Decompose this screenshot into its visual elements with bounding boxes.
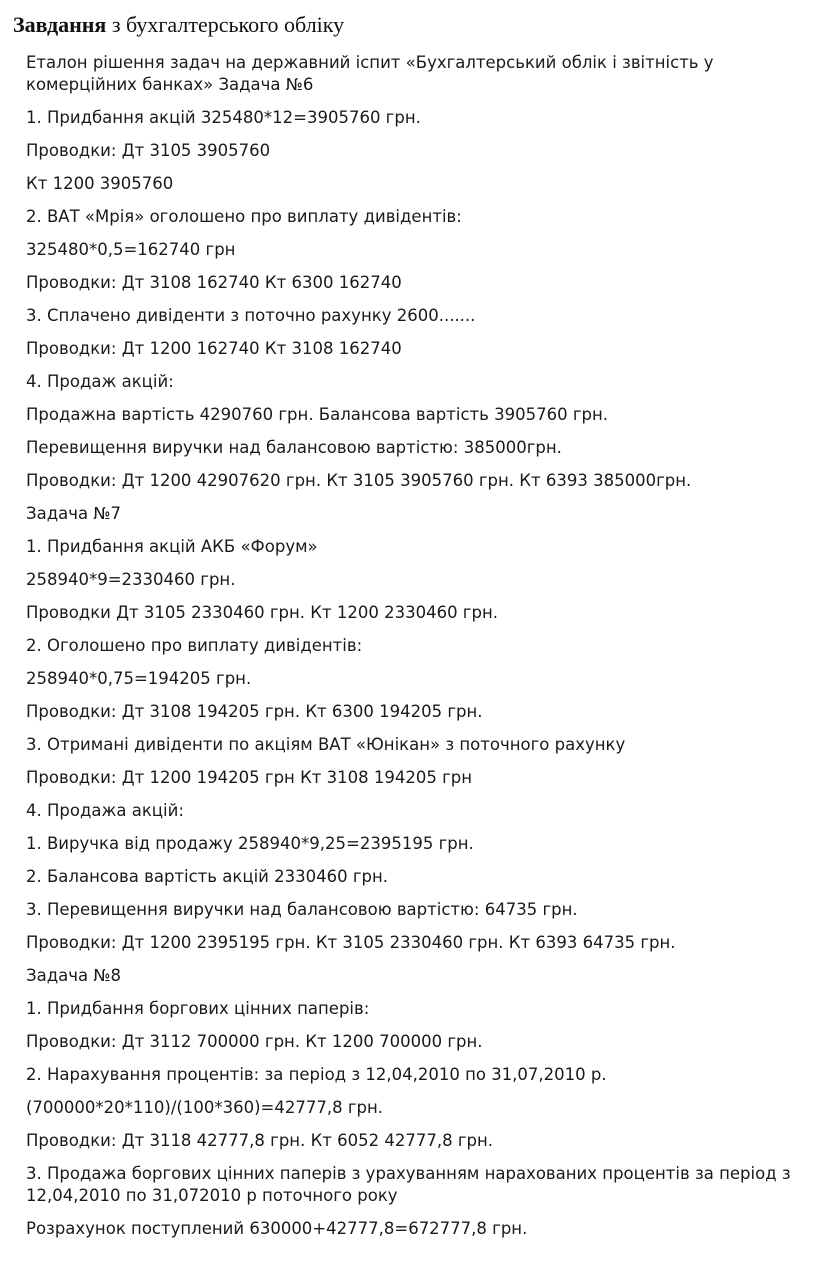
text-line: Проводки: Дт 3118 42777,8 грн. Кт 6052 42777,8 грн. (26, 1131, 494, 1150)
page-heading (13, 10, 344, 40)
text-line: 1. Придбання акцій АКБ «Форум» (26, 537, 318, 556)
text-line: (700000*20*110)/(100*360)=42777,8 грн. (26, 1098, 383, 1117)
task-heading: Задача №8 (26, 966, 121, 985)
text-line: 2. Оголошено про виплату дивідентів: (26, 636, 363, 655)
text-line: 3. Сплачено дивіденти з поточно рахунку 2600....... (26, 306, 476, 325)
text-line: Проводки: Дт 1200 2395195 грн. Кт 3105 2330460 грн. Кт 6393 64735 грн. (26, 933, 676, 952)
text-line: 1. Придбання акцій 325480*12=3905760 грн. (26, 108, 421, 127)
text-line: Проводки: Дт 1200 194205 грн Кт 3108 194205 грн (26, 768, 473, 787)
intro-paragraph: Еталон рішення задач на державний іспит «Бухгалтерський облік і звітність у комерційних банках» Задача №6 (26, 53, 714, 94)
document-body (26, 52, 796, 1251)
text-line: 1. Виручка від продажу 258940*9,25=2395195 грн. (26, 834, 474, 853)
text-line: Проводки: Дт 3105 3905760 (26, 141, 271, 160)
text-line: Проводки: Дт 3108 162740 Кт 6300 162740 (26, 273, 402, 292)
text-line: Проводки Дт 3105 2330460 грн. Кт 1200 2330460 грн. (26, 603, 498, 622)
text-line: 258940*9=2330460 грн. (26, 570, 236, 589)
text-line: 3. Перевищення виручки над балансовою вартістю: 64735 грн. (26, 900, 578, 919)
text-line: Проводки: Дт 1200 42907620 грн. Кт 3105 3905760 грн. Кт 6393 385000грн. (26, 471, 692, 490)
text-paragraph: 3. Продажа боргових цінних паперів з урахуванням нарахованих процентів за період з 12,04,2010 по 31,072010 р поточного року (26, 1164, 791, 1205)
text-line: 325480*0,5=162740 грн (26, 240, 236, 259)
task-heading: Задача №7 (26, 504, 121, 523)
text-line: Проводки: Дт 3112 700000 грн. Кт 1200 700000 грн. (26, 1032, 483, 1051)
text-line: 4. Продаж акцій: (26, 372, 174, 391)
text-line: 2. Нарахування процентів: за період з 12,04,2010 по 31,07,2010 р. (26, 1065, 607, 1084)
text-line: 258940*0,75=194205 грн. (26, 669, 252, 688)
text-line: Перевищення виручки над балансовою вартістю: 385000грн. (26, 438, 562, 457)
text-line: Розрахунок поступлений 630000+42777,8=672777,8 грн. (26, 1219, 528, 1238)
heading-rest-part: з бухгалтерського обліку (106, 12, 345, 37)
text-line: Проводки: Дт 3108 194205 грн. Кт 6300 194205 грн. (26, 702, 483, 721)
text-line: Кт 1200 3905760 (26, 174, 174, 193)
heading-bold-part: Завдання (13, 12, 107, 37)
text-line: Продажна вартість 4290760 грн. Балансова вартість 3905760 грн. (26, 405, 608, 424)
text-line: 1. Придбання боргових цінних паперів: (26, 999, 370, 1018)
text-line: Проводки: Дт 1200 162740 Кт 3108 162740 (26, 339, 402, 358)
text-line: 2. ВАТ «Мрія» оголошено про виплату дивідентів: (26, 207, 462, 226)
text-line: 3. Отримані дивіденти по акціям ВАТ «Юнікан» з поточного рахунку (26, 735, 626, 754)
text-line: 4. Продажа акцій: (26, 801, 184, 820)
text-line: 2. Балансова вартість акцій 2330460 грн. (26, 867, 389, 886)
